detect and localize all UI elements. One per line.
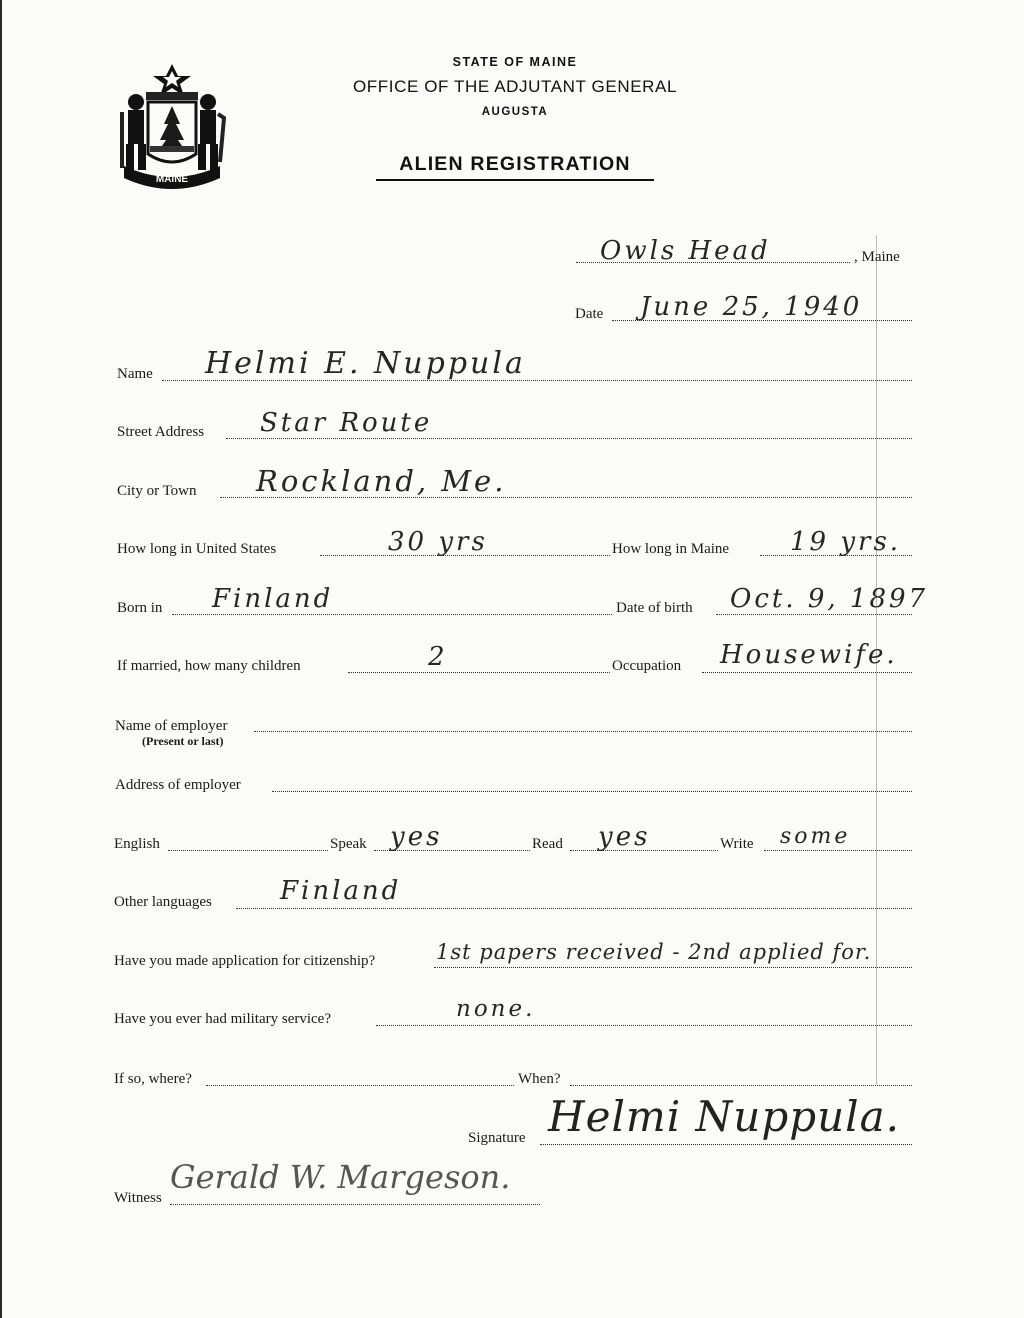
seal-banner-text: MAINE [155, 174, 189, 185]
military-line [376, 1025, 912, 1026]
other-languages-value: Finland [280, 876, 402, 906]
born-in-label: Born in [117, 600, 163, 616]
signature-line [540, 1144, 912, 1145]
english-line [168, 850, 328, 851]
name-label: Name [117, 366, 153, 382]
military-value: none. [456, 996, 536, 1022]
employer-address-line [272, 791, 912, 792]
place-suffix: , Maine [854, 249, 900, 265]
citizenship-label: Have you made application for citizenship? [114, 953, 376, 969]
street-address-line [226, 438, 912, 439]
occupation-line [702, 672, 912, 673]
date-of-birth-line [716, 614, 912, 615]
signature-value: Helmi Nuppula. [548, 1092, 900, 1141]
how-long-us-value: 30 yrs [388, 527, 488, 557]
born-in-line [172, 614, 612, 615]
write-label: Write [720, 836, 754, 852]
date-of-birth-value: Oct. 9, 1897 [730, 584, 929, 614]
other-languages-line [236, 908, 912, 909]
other-languages-label: Other languages [114, 894, 212, 910]
witness-line [170, 1204, 540, 1205]
place-value: Owls Head [600, 236, 771, 266]
occupation-value: Housewife. [720, 640, 898, 670]
city-value: Rockland, Me. [256, 464, 507, 498]
born-in-value: Finland [212, 584, 334, 614]
date-value: June 25, 1940 [640, 292, 863, 322]
how-long-us-label: How long in United States [117, 541, 277, 557]
street-address-value: Star Route [260, 408, 433, 438]
children-line [348, 672, 610, 673]
english-label: English [114, 836, 160, 852]
where-line [206, 1085, 514, 1086]
date-label: Date [575, 306, 604, 322]
form-title: ALIEN REGISTRATION [399, 153, 631, 175]
employer-name-line [254, 731, 912, 732]
military-label: Have you ever had military service? [114, 1011, 331, 1027]
city-label: City or Town [117, 483, 197, 499]
speak-label: Speak [330, 836, 367, 852]
name-value: Helmi E. Nuppula [205, 346, 526, 381]
speak-value: yes [390, 822, 443, 852]
citizenship-value: 1st papers received - 2nd applied for. [436, 940, 872, 964]
citizenship-line [434, 967, 912, 968]
when-line [570, 1085, 912, 1086]
where-label: If so, where? [114, 1071, 192, 1087]
children-label: If married, how many children [117, 658, 301, 674]
signature-label: Signature [468, 1130, 526, 1146]
header-city: AUGUSTA [481, 106, 549, 118]
how-long-maine-value: 19 yrs. [790, 527, 902, 557]
witness-value: Gerald W. Margeson. [170, 1158, 511, 1196]
witness-label: Witness [114, 1190, 162, 1206]
children-value: 2 [428, 642, 448, 672]
header-office: OFFICE OF THE ADJUTANT GENERAL [352, 77, 678, 96]
title-underline [376, 179, 654, 181]
employer-name-label: Name of employer [115, 718, 228, 734]
write-line [764, 850, 912, 851]
write-value: some [780, 824, 851, 849]
header-state: STATE OF MAINE [452, 55, 578, 69]
read-value: yes [598, 822, 651, 852]
read-label: Read [532, 836, 563, 852]
when-label: When? [518, 1071, 561, 1087]
how-long-maine-label: How long in Maine [612, 541, 730, 557]
occupation-label: Occupation [612, 658, 682, 674]
street-address-label: Street Address [117, 424, 205, 440]
employer-address-label: Address of employer [115, 777, 241, 793]
date-of-birth-label: Date of birth [616, 600, 693, 616]
employer-name-sublabel: (Present or last) [142, 734, 224, 748]
